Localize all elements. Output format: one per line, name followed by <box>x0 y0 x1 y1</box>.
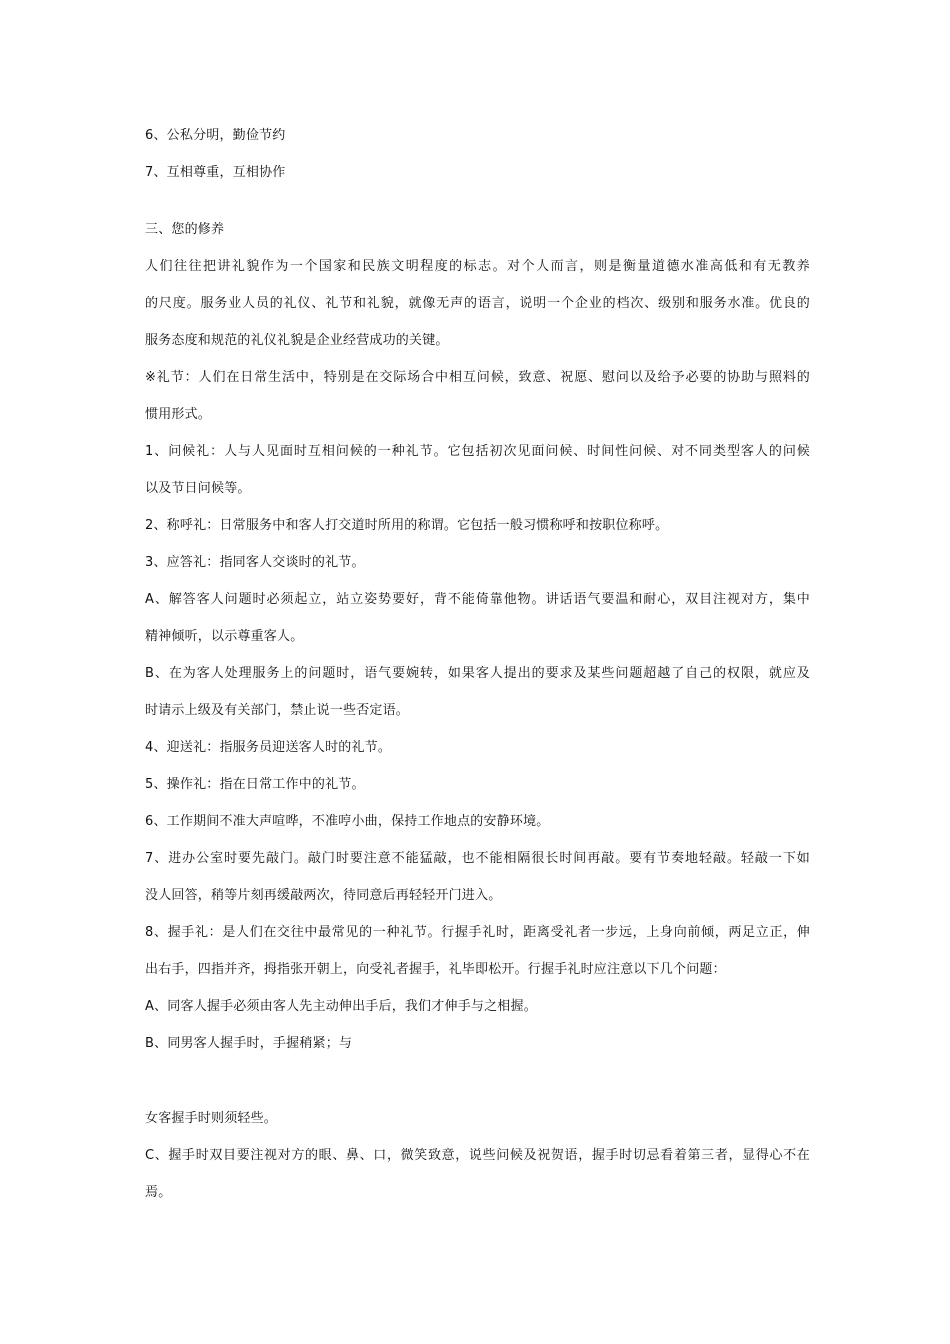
text-line: A、同客人握手必须由客人先主动伸出手后，我们才伸手与之相握。 <box>145 999 537 1014</box>
text-line: 6、公私分明，勤俭节约 <box>145 128 286 143</box>
text-line: 7、进办公室时要先敲门。敲门时要注意不能猛敲，也不能相隔很长时间再敲。要有节奏地轻敲。轻敲一下如 <box>145 851 810 866</box>
text-line: C、握手时双目要注视对方的眼、鼻、口，微笑致意，说些问候及祝贺语，握手时切忌看着第三者，显得心不在 <box>145 1148 810 1163</box>
text-line: 人们往往把讲礼貌作为一个国家和民族文明程度的标志。对个人而言，则是衡量道德水准高低和有无教养 <box>145 259 810 274</box>
text-line: B、在为客人处理服务上的问题时，语气要婉转，如果客人提出的要求及某些问题超越了自己的权限，就应及 <box>145 666 810 681</box>
text-line: A、解答客人问题时必须起立，站立姿势要好，背不能倚靠他物。讲话语气要温和耐心，双目注视对方，集中 <box>145 592 810 607</box>
text-line: 6、工作期间不准大声喧哗，不准哼小曲，保持工作地点的安静环境。 <box>145 814 550 829</box>
text-line: 8、握手礼：是人们在交往中最常见的一种礼节。行握手礼时，距离受礼者一步远，上身向前倾，两足立正，伸 <box>145 925 810 940</box>
text-line: 以及节日问候等。 <box>145 481 251 496</box>
text-line: 4、迎送礼：指服务员迎送客人时的礼节。 <box>145 740 392 755</box>
text-line: 时请示上级及有关部门，禁止说一些否定语。 <box>145 703 410 718</box>
text-line: ※礼节：人们在日常生活中，特别是在交际场合中相互问候，致意、祝愿、慰问以及给予必要的协助与照料的 <box>145 370 810 385</box>
text-line: 7、互相尊重，互相协作 <box>145 165 286 180</box>
text-line: 2、称呼礼：日常服务中和客人打交道时所用的称谓。它包括一般习惯称呼和按职位称呼。 <box>145 518 669 533</box>
text-line: 3、应答礼：指同客人交谈时的礼节。 <box>145 555 365 570</box>
section-heading: 三、您的修养 <box>145 222 225 237</box>
text-line: 5、操作礼：指在日常工作中的礼节。 <box>145 777 365 792</box>
text-line: 女客握手时则须轻些。 <box>145 1111 278 1126</box>
text-line: 没人回答，稍等片刻再缓敲两次，待同意后再轻轻开门进入。 <box>145 888 502 903</box>
text-line: 的尺度。服务业人员的礼仪、礼节和礼貌，就像无声的语言，说明一个企业的档次、级别和服务水准。优良的 <box>145 296 810 311</box>
text-line: 服务态度和规范的礼仪礼貌是企业经营成功的关键。 <box>145 333 449 348</box>
text-line: 出右手，四指并齐，拇指张开朝上，向受礼者握手，礼毕即松开。行握手礼时应注意以下几个问题： <box>145 962 726 977</box>
text-line: B、同男客人握手时，手握稍紧；与 <box>145 1036 353 1051</box>
text-line: 焉。 <box>145 1185 172 1200</box>
text-line: 精神倾听，以示尊重客人。 <box>145 629 304 644</box>
text-line: 惯用形式。 <box>145 407 212 422</box>
text-line: 1、问候礼：人与人见面时互相问候的一种礼节。它包括初次见面问候、时间性问候、对不同类型客人的问候 <box>145 444 810 459</box>
